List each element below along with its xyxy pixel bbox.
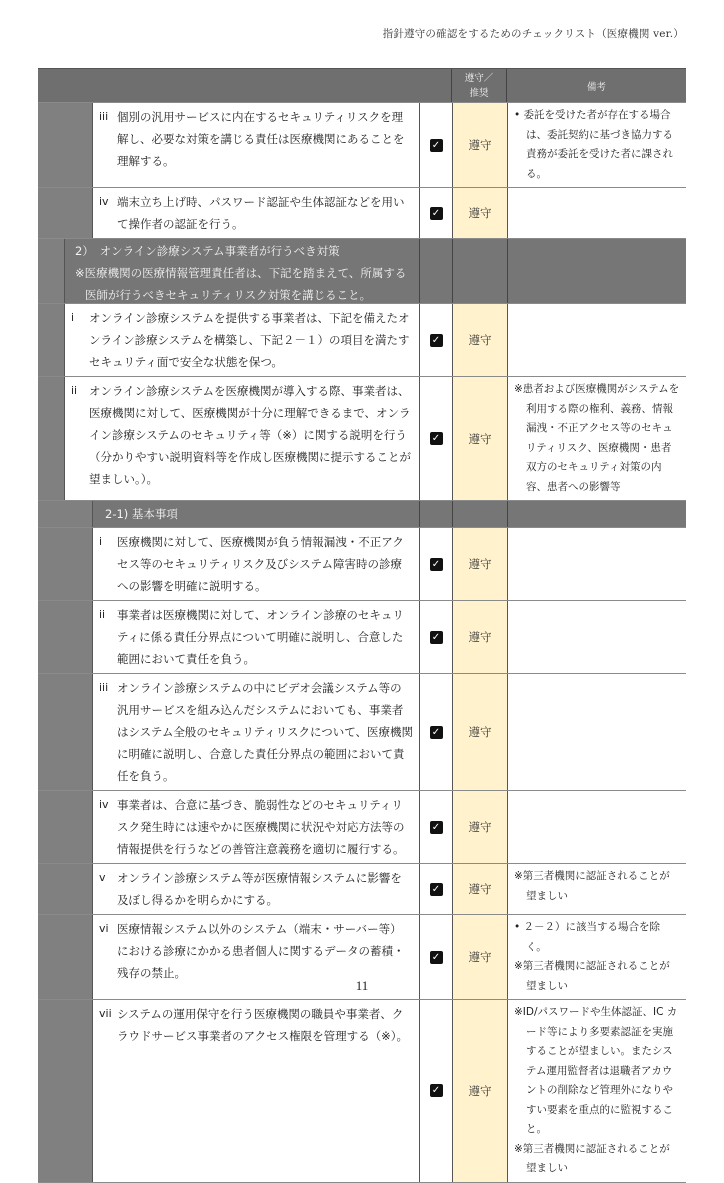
compliance-status: 遵守 bbox=[452, 304, 508, 376]
checkbox-checked-icon[interactable]: ✓ bbox=[430, 334, 443, 347]
note-text: ※第三者機関に認証されることが望ましい bbox=[514, 870, 670, 902]
note-text: ※第三者機関に認証されることが望ましい bbox=[514, 960, 670, 992]
checkbox-checked-icon[interactable]: ✓ bbox=[430, 631, 443, 644]
notes-cell bbox=[508, 304, 686, 376]
checklist-row bbox=[38, 791, 686, 864]
item-number: iv bbox=[99, 195, 109, 208]
note-text: • ２－２）に該当する場合を除く。 bbox=[514, 921, 661, 953]
checkbox-checked-icon[interactable]: ✓ bbox=[430, 432, 443, 445]
section-2-row bbox=[38, 239, 686, 304]
notes-cell bbox=[508, 377, 686, 500]
compliance-status: 遵守 bbox=[452, 674, 508, 790]
header-notes: 備考 bbox=[586, 81, 606, 93]
item-text: オンライン診療システム等が医療情報システムに影響を及ぼし得るかを明らかにする。 bbox=[117, 871, 402, 907]
item-number: i bbox=[99, 535, 103, 548]
checklist-row bbox=[38, 528, 686, 601]
item-text: 医療機関に対して、医療機関が負う情報漏洩・不正アクセス等のセキュリティリスク及びシステム障害時の診療への影響を明確に説明する。 bbox=[117, 535, 404, 593]
checkbox-cell bbox=[419, 304, 452, 376]
checklist-row bbox=[38, 601, 686, 674]
checkbox-checked-icon[interactable]: ✓ bbox=[430, 1084, 443, 1097]
checklist-row bbox=[38, 864, 686, 915]
compliance-status: 遵守 bbox=[452, 1000, 508, 1182]
item-text: オンライン診療システムを医療機関が導入する際、事業者は、医療機関に対して、医療機関が十分に理解できるまで、オンライン診療システムのセキュリティ等（※）に関する説明を行う（分かりやすい説明資料等を作成し医療機関に提示することが望ましい。）。 bbox=[89, 384, 411, 486]
notes-cell bbox=[508, 791, 686, 863]
notes-cell bbox=[508, 674, 686, 790]
compliance-status: 遵守 bbox=[452, 103, 508, 187]
note-text: • 委託を受けた者が存在する場合は、委託契約に基づき協力する責務が委託を受けた者に課される。 bbox=[514, 109, 673, 180]
section-2-1-title: 2-1) 基本事項 bbox=[92, 501, 419, 527]
item-number: vi bbox=[99, 922, 109, 935]
item-number: v bbox=[99, 871, 106, 884]
notes-cell bbox=[508, 188, 686, 238]
checkbox-cell bbox=[419, 377, 452, 500]
checkbox-cell bbox=[419, 188, 452, 238]
notes-cell bbox=[508, 601, 686, 673]
checkbox-cell bbox=[419, 103, 452, 187]
item-number: iii bbox=[99, 681, 109, 694]
checkbox-checked-icon[interactable]: ✓ bbox=[430, 821, 443, 834]
item-number: ii bbox=[99, 608, 106, 621]
checkbox-cell bbox=[419, 864, 452, 914]
table-header bbox=[38, 68, 686, 103]
notes-cell bbox=[508, 1000, 686, 1182]
checkbox-checked-icon[interactable]: ✓ bbox=[430, 139, 443, 152]
checkbox-checked-icon[interactable]: ✓ bbox=[430, 207, 443, 220]
compliance-status: 遵守 bbox=[452, 791, 508, 863]
checklist-row bbox=[38, 188, 686, 239]
item-text: 事業者は、合意に基づき、脆弱性などのセキュリティリスク発生時には速やかに医療機関に状況や対応方法等の情報提供を行うなどの善管注意義務を適切に履行する。 bbox=[117, 798, 405, 856]
checklist-row bbox=[38, 674, 686, 791]
compliance-status: 遵守 bbox=[452, 601, 508, 673]
checkbox-cell bbox=[419, 674, 452, 790]
compliance-status: 遵守 bbox=[452, 188, 508, 238]
checkbox-cell bbox=[419, 601, 452, 673]
checklist-table bbox=[38, 68, 686, 1183]
checkbox-cell bbox=[419, 1000, 452, 1182]
item-text: 個別の汎用サービスに内在するセキュリティリスクを理解し、必要な対策を講じる責任は医療機関にあることを理解する。 bbox=[117, 110, 405, 168]
checkbox-checked-icon[interactable]: ✓ bbox=[430, 558, 443, 571]
checkbox-cell bbox=[419, 791, 452, 863]
checkbox-cell bbox=[419, 528, 452, 600]
compliance-status: 遵守 bbox=[452, 864, 508, 914]
section-2-title: 2） オンライン診療システム事業者が行うべき対策 bbox=[75, 244, 340, 258]
section-2-note: ※医療機関の医療情報管理責任者は、下記を踏まえて、所属する医師が行うべきセキュリティリスク対策を講じること。 bbox=[75, 266, 407, 302]
notes-cell bbox=[508, 528, 686, 600]
page-header: 指針遵守の確認をするためのチェックリスト（医療機関 ver.） bbox=[382, 28, 684, 40]
item-text: オンライン診療システムを提供する事業者は、下記を備えたオンライン診療システムを構築し、下記２－１）の項目を満たすセキュリティ面で安全な状態を保つ。 bbox=[89, 311, 410, 369]
checkbox-checked-icon[interactable]: ✓ bbox=[430, 951, 443, 964]
note-text: ※第三者機関に認証されることが望ましい bbox=[514, 1142, 670, 1174]
item-text: 事業者は医療機関に対して、オンライン診療のセキュリティに係る責任分界点について明確に説明し、合意した範囲において責任を負う。 bbox=[117, 608, 404, 666]
item-number: iv bbox=[99, 798, 109, 811]
item-text: 医療情報システム以外のシステム（端末・サーバー等）における診療にかかる患者個人に関するデータの蓄積・残存の禁止。 bbox=[117, 922, 405, 980]
item-number: i bbox=[71, 311, 75, 324]
checklist-row bbox=[38, 377, 686, 501]
note-text: ※ID/パスワードや生体認証、IC カード等により多要素認証を実施することが望ましい。またシステム運用監督者は退職者アカウントの削除など管理外になりやすい要素を重点的に監視すること。 bbox=[514, 1006, 678, 1135]
checkbox-checked-icon[interactable]: ✓ bbox=[430, 726, 443, 739]
item-text: 端末立ち上げ時、パスワード認証や生体認証などを用いて操作者の認証を行う。 bbox=[117, 195, 405, 231]
notes-cell bbox=[508, 864, 686, 914]
header-compliance: 遵守／推奨 bbox=[451, 69, 507, 102]
note-text: ※患者および医療機関がシステムを利用する際の権利、義務、情報漏洩・不正アクセス等のセキュリティリスク、医療機関・患者双方のセキュリティ対策の内容、患者への影響等 bbox=[514, 383, 680, 493]
item-number: vii bbox=[99, 1007, 112, 1020]
item-number: iii bbox=[99, 110, 109, 123]
item-text: オンライン診療システムの中にビデオ会議システム等の汎用サービスを組み込んだシステムにおいても、事業者はシステム全般のセキュリティリスクについて、医療機関に明確に説明し、合意した責任分界点の範囲において責任を負う。 bbox=[117, 681, 414, 783]
checklist-row bbox=[38, 1000, 686, 1183]
item-text: システムの運用保守を行う医療機関の職員や事業者、クラウドサービス事業者のアクセス権限を管理する（※）。 bbox=[117, 1007, 409, 1043]
section-2-1-row bbox=[38, 501, 686, 528]
checklist-row bbox=[38, 304, 686, 377]
checklist-row bbox=[38, 103, 686, 188]
compliance-status: 遵守 bbox=[452, 915, 508, 999]
compliance-status: 遵守 bbox=[452, 377, 508, 500]
checkbox-checked-icon[interactable]: ✓ bbox=[430, 883, 443, 896]
notes-cell bbox=[508, 103, 686, 187]
item-number: ii bbox=[71, 384, 78, 397]
page-number: 11 bbox=[355, 978, 369, 993]
compliance-status: 遵守 bbox=[452, 528, 508, 600]
